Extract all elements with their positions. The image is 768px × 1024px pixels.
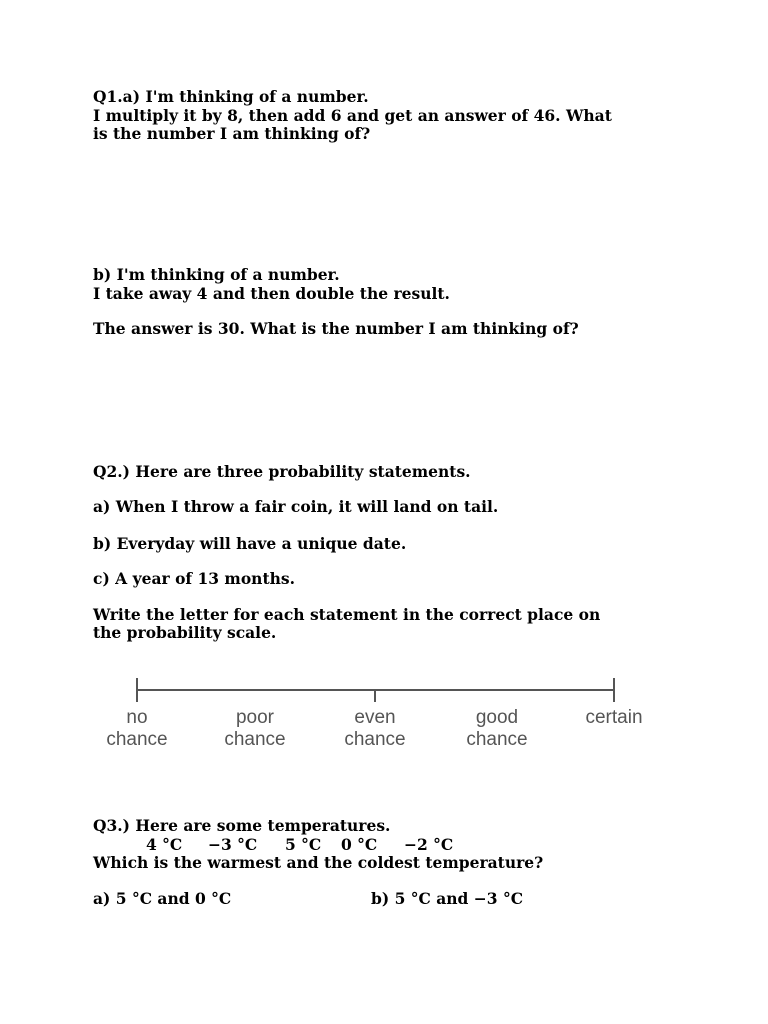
temperature-4: 0 °C: [341, 835, 378, 854]
q2-instruction-line-2: the probability scale.: [93, 623, 277, 642]
label-good: good: [475, 707, 519, 728]
label-even-chance: chance: [344, 729, 406, 750]
q1b-line-2: I take away 4 and then double the result.: [93, 284, 450, 303]
q3-option-b: b) 5 °C and −3 °C: [371, 889, 524, 908]
temperature-2: −3 °C: [208, 835, 258, 854]
q2-statement-c: c) A year of 13 months.: [93, 569, 295, 588]
q1a-line-1: Q1.a) I'm thinking of a number.: [93, 87, 369, 106]
label-certain: certain: [585, 707, 643, 728]
label-poor: poor: [235, 707, 275, 728]
q3-intro: Q3.) Here are some temperatures.: [93, 816, 391, 835]
q2-statement-b: b) Everyday will have a unique date.: [93, 534, 407, 553]
label-no-chance: chance: [106, 729, 168, 750]
label-poor-chance: chance: [224, 729, 286, 750]
temperature-3: 5 °C: [285, 835, 322, 854]
q3-question: Which is the warmest and the coldest temperature?: [93, 853, 544, 872]
q1a-line-2: I multiply it by 8, then add 6 and get an answer of 46. What: [93, 106, 612, 125]
q3-option-a: a) 5 °C and 0 °C: [93, 889, 232, 908]
q2-intro: Q2.) Here are three probability statements.: [93, 462, 471, 481]
label-no: no: [126, 707, 148, 728]
q2-statement-a: a) When I throw a fair coin, it will land on tail.: [93, 497, 499, 516]
temperature-1: 4 °C: [146, 835, 183, 854]
temperature-list: [146, 836, 453, 854]
q1b-line-1: b) I'm thinking of a number.: [93, 265, 340, 284]
q1b-line-3: The answer is 30. What is the number I am thinking of?: [93, 319, 579, 338]
q2-instruction-line-1: Write the letter for each statement in the correct place on: [93, 605, 601, 624]
label-even: even: [354, 707, 396, 728]
label-good-chance: chance: [466, 729, 528, 750]
q1a-line-3: is the number I am thinking of?: [93, 124, 371, 143]
temperature-5: −2 °C: [404, 835, 454, 854]
probability-scale: [93, 662, 659, 770]
probability-scale-graphic: [93, 662, 659, 770]
